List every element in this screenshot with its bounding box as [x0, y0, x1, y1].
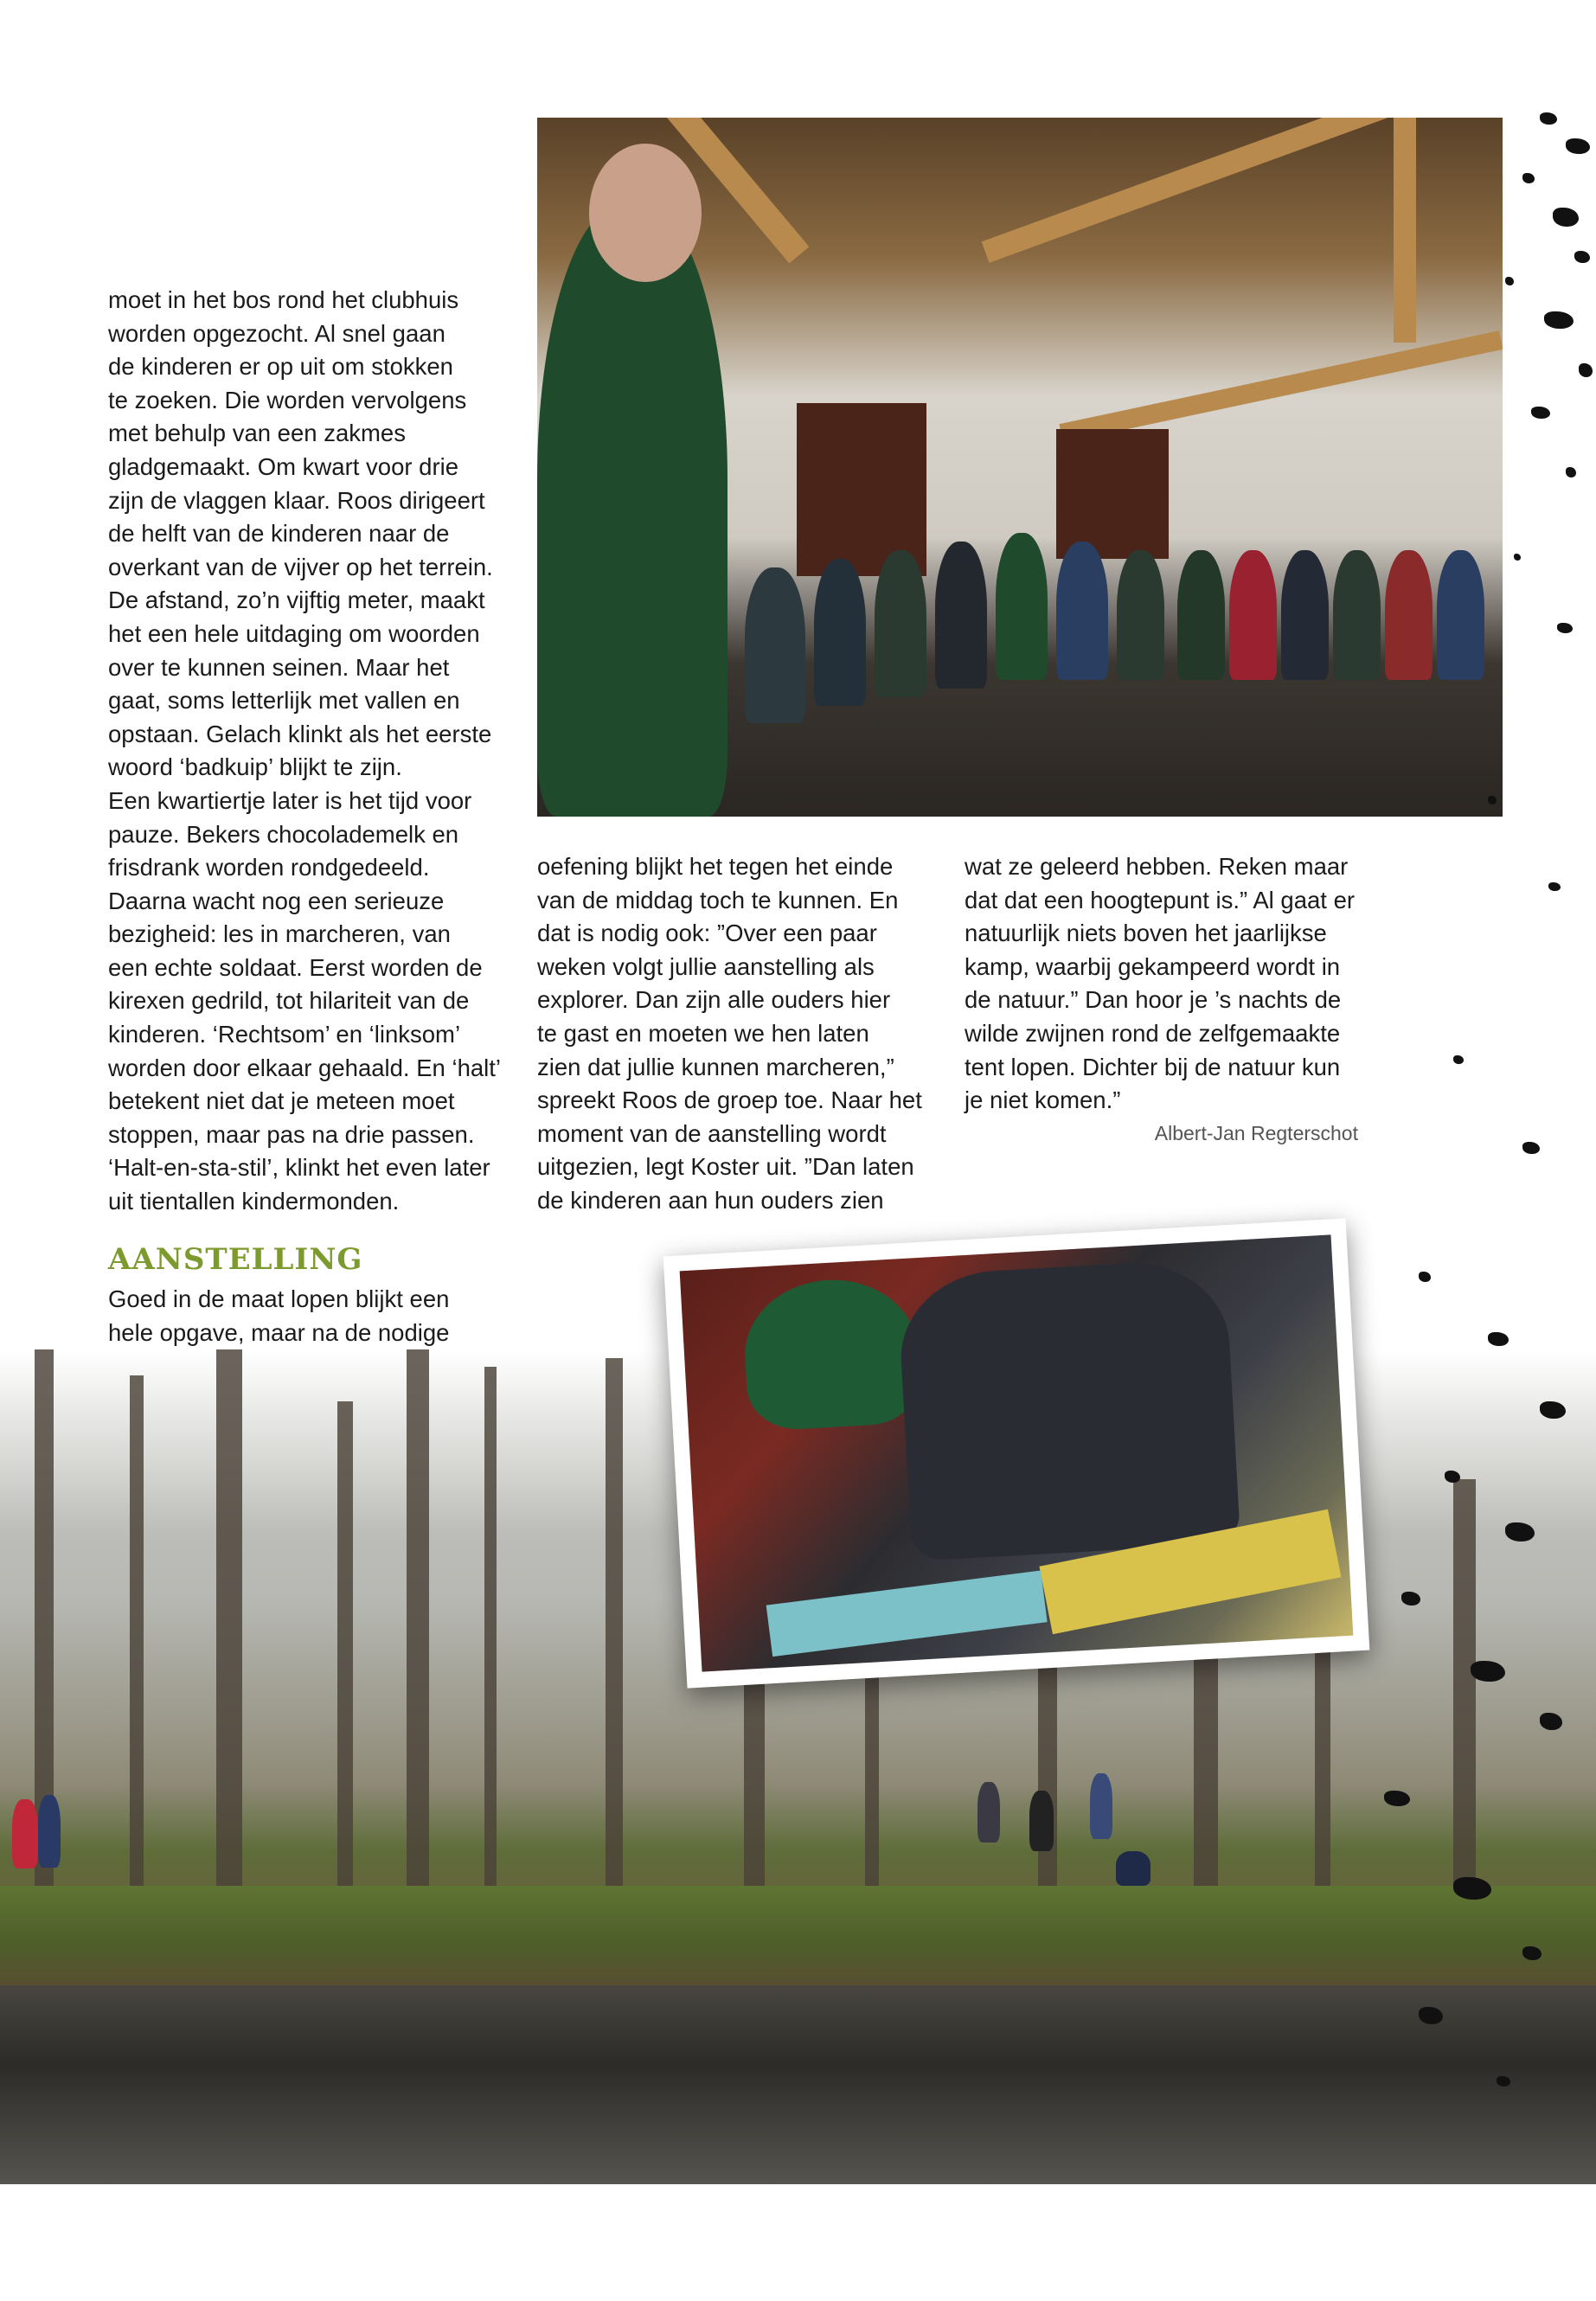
text-line: Een kwartiertje later is het tijd voor: [108, 786, 472, 814]
text-line: pauze. Bekers chocolademelk en: [108, 820, 459, 848]
section-heading: AANSTELLING: [108, 1242, 363, 1277]
text-line: stoppen, maar pas na drie passen.: [108, 1120, 475, 1148]
text-line: woord ‘badkuip’ blijkt te zijn.: [108, 753, 402, 781]
article-column-middle: [537, 850, 944, 1218]
text-line: de natuur.” Dan hoor je ’s nachts de: [965, 986, 1342, 1014]
text-line: kinderen. ‘Rechtsom’ en ‘linksom’: [108, 1021, 461, 1048]
text-line: gladgemaakt. Om kwart voor drie: [108, 452, 459, 480]
text-line: moet in het bos rond het clubhuis: [108, 286, 459, 313]
inset-photo-frame: [663, 1218, 1370, 1688]
text-line: uitgezien, legt Koster uit. ”Dan laten: [537, 1153, 914, 1181]
text-line: Daarna wacht nog een serieuze: [108, 887, 445, 914]
text-line: frisdrank worden rondgedeeld.: [108, 854, 430, 881]
ink-splatter-decoration: [1367, 104, 1596, 2180]
text-line: spreekt Roos de groep toe. Naar het: [537, 1086, 922, 1114]
text-line: explorer. Dan zijn alle ouders hier: [537, 986, 891, 1014]
text-line: te gast en moeten we hen laten: [537, 1019, 869, 1047]
author-byline: Albert-Jan Regterschot: [1154, 1122, 1358, 1144]
inset-photo: [680, 1234, 1354, 1671]
text-line: hele opgave, maar na de nodige: [108, 1318, 450, 1346]
text-line: een echte soldaat. Eerst worden de: [108, 953, 483, 981]
text-line: kamp, waarbij gekampeerd wordt in: [965, 952, 1341, 980]
text-line: met behulp van een zakmes: [108, 420, 406, 447]
text-line: dat dat een hoogtepunt is.” Al gaat er: [965, 886, 1356, 913]
text-line: betekent niet dat je meteen moet: [108, 1087, 455, 1115]
text-line: ‘Halt-en-sta-stil’, klinkt het even later: [108, 1154, 490, 1182]
text-line: kirexen gedrild, tot hilariteit van de: [108, 987, 470, 1015]
text-line: zijn de vlaggen klaar. Roos dirigeert: [108, 486, 485, 514]
text-line: Goed in de maat lopen blijkt een: [108, 1285, 450, 1312]
moss-bank: [0, 1886, 1596, 1998]
article-column-sub: [108, 1283, 515, 1349]
text-line: uit tientallen kindermonden.: [108, 1188, 400, 1215]
text-line: worden opgezocht. Al snel gaan: [108, 319, 445, 347]
text-line: opstaan. Gelach klinkt als het eerste: [108, 720, 492, 747]
pond: [0, 1985, 1596, 2184]
text-line: de kinderen aan hun ouders zien: [537, 1186, 884, 1214]
text-line: natuurlijk niets boven het jaarlijkse: [965, 920, 1327, 947]
text-line: het een hele uitdaging om woorden: [108, 619, 480, 647]
text-line: de helft van de kinderen naar de: [108, 520, 450, 548]
article-column-right: [965, 850, 1371, 1118]
text-line: oefening blijkt het tegen het einde: [537, 853, 894, 880]
text-line: overkant van de vijver op het terrein.: [108, 553, 493, 580]
text-line: weken volgt jullie aanstelling als: [537, 952, 875, 980]
text-line: je niet komen.”: [965, 1086, 1121, 1114]
text-line: wilde zwijnen rond de zelfgemaakte: [965, 1019, 1341, 1047]
text-line: De afstand, zo’n vijftig meter, maakt: [108, 586, 485, 614]
text-line: bezigheid: les in marcheren, van: [108, 920, 451, 948]
text-line: worden door elkaar gehaald. En ‘halt’: [108, 1054, 502, 1081]
text-line: van de middag toch te kunnen. En: [537, 886, 899, 913]
text-line: over te kunnen seinen. Maar het: [108, 653, 450, 681]
text-line: gaat, soms letterlijk met vallen en: [108, 687, 460, 715]
text-line: moment van de aanstelling wordt: [537, 1119, 887, 1147]
article-column-left: [108, 284, 515, 1219]
text-line: te zoeken. Die worden vervolgens: [108, 386, 467, 413]
text-line: dat is nodig ook: ”Over een paar: [537, 920, 877, 947]
text-line: tent lopen. Dichter bij de natuur kun: [965, 1053, 1341, 1080]
text-line: zien dat jullie kunnen marcheren,”: [537, 1053, 894, 1080]
text-line: de kinderen er op uit om stokken: [108, 353, 453, 381]
text-line: wat ze geleerd hebben. Reken maar: [965, 853, 1349, 880]
meeting-photo: [537, 118, 1503, 817]
